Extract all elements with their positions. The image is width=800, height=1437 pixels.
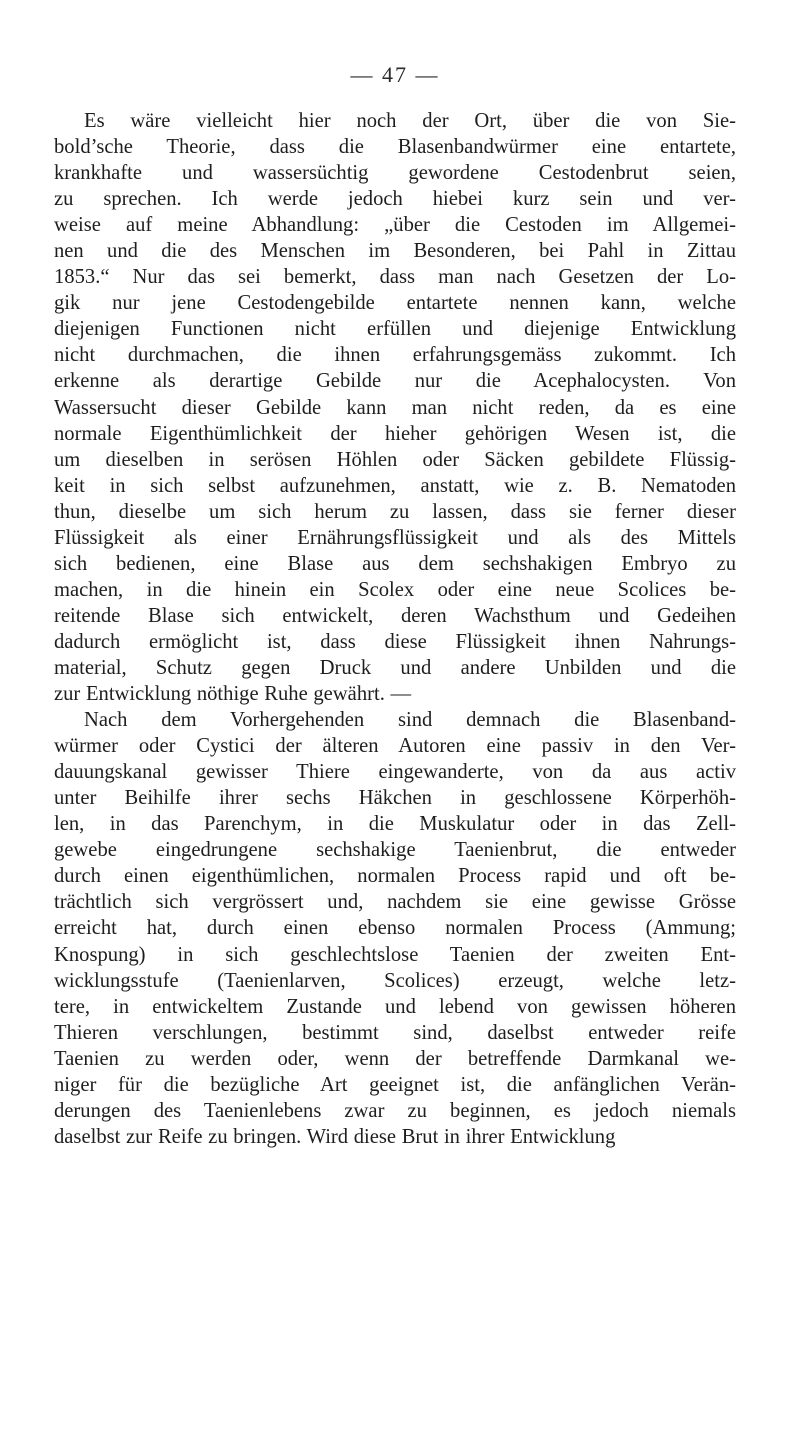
text-line: erkenne als derartige Gebilde nur die Acephalocysten. Von xyxy=(54,370,736,393)
text-line: würmer oder Cystici der älteren Autoren eine passiv in den Ver- xyxy=(54,735,736,758)
text-line: Taenien zu werden oder, wenn der betreffende Darmkanal we- xyxy=(54,1047,736,1070)
text-line: unter Beihilfe ihrer sechs Häkchen in geschlossene Körperhöh- xyxy=(54,787,736,810)
text-line: gewebe eingedrungene sechshakige Taenienbrut, die entweder xyxy=(54,839,736,862)
text-line: wicklungsstufe (Taenienlarven, Scolices) erzeugt, welche letz- xyxy=(54,969,736,992)
text-line: diejenigen Functionen nicht erfüllen und diejenige Entwicklung xyxy=(54,318,736,341)
text-line: Wassersucht dieser Gebilde kann man nicht reden, da es eine xyxy=(54,396,736,419)
text-line: normale Eigenthümlichkeit der hieher gehörigen Wesen ist, die xyxy=(54,422,736,445)
text-line: bold’sche Theorie, dass die Blasenbandwürmer eine entartete, xyxy=(54,136,736,159)
text-line: sich bedienen, eine Blase aus dem sechshakigen Embryo zu xyxy=(54,552,736,575)
text-line: Knospung) in sich geschlechtslose Taenien der zweiten Ent- xyxy=(54,943,736,966)
text-line: derungen des Taenienlebens zwar zu beginnen, es jedoch niemals xyxy=(54,1099,736,1122)
text-line: weise auf meine Abhandlung: „über die Cestoden im Allgemei- xyxy=(54,214,736,237)
text-line: material, Schutz gegen Druck und andere Unbilden und die xyxy=(54,656,736,679)
text-line: Thieren verschlungen, bestimmt sind, daselbst entweder reife xyxy=(54,1021,736,1044)
text-line: Es wäre vielleicht hier noch der Ort, über die von Sie- xyxy=(84,110,736,132)
text-line: reitende Blase sich entwickelt, deren Wachsthum und Gedeihen xyxy=(54,604,736,627)
text-line: gik nur jene Cestodengebilde entartete nennen kann, welche xyxy=(54,292,736,315)
text-line: tere, in entwickeltem Zustande und lebend von gewissen höheren xyxy=(54,995,736,1018)
text-line: niger für die bezügliche Art geeignet ist, die anfänglichen Verän- xyxy=(54,1073,736,1096)
text-line: nen und die des Menschen im Besonderen, bei Pahl in Zittau xyxy=(54,240,736,263)
page-number: — 47 — xyxy=(350,62,440,87)
text-line: 1853.“ Nur das sei bemerkt, dass man nach Gesetzen der Lo- xyxy=(54,266,736,289)
book-page xyxy=(54,62,736,1150)
text-line: zur Entwicklung nöthige Ruhe gewährt. — xyxy=(54,683,412,706)
text-line: dadurch ermöglicht ist, dass diese Flüssigkeit ihnen Nahrungs- xyxy=(54,630,736,653)
text-line: thun, dieselbe um sich herum zu lassen, dass sie ferner dieser xyxy=(54,500,736,523)
text-line: nicht durchmachen, die ihnen erfahrungsgemäss zukommt. Ich xyxy=(54,344,736,367)
text-line: durch einen eigenthümlichen, normalen Process rapid und oft be- xyxy=(54,865,736,888)
paragraph xyxy=(54,707,736,1150)
paragraph xyxy=(54,108,736,707)
body-text xyxy=(54,108,736,1150)
text-line: krankhafte und wassersüchtig gewordene Cestodenbrut seien, xyxy=(54,162,736,185)
text-line: um dieselben in serösen Höhlen oder Säcken gebildete Flüssig- xyxy=(54,448,736,471)
text-line: trächtlich sich vergrössert und, nachdem sie eine gewisse Grösse xyxy=(54,891,736,914)
text-line: machen, in die hinein ein Scolex oder eine neue Scolices be- xyxy=(54,578,736,601)
text-line: Nach dem Vorhergehenden sind demnach die Blasenband- xyxy=(84,709,736,732)
text-line: zu sprechen. Ich werde jedoch hiebei kurz sein und ver- xyxy=(54,188,736,211)
text-line: daselbst zur Reife zu bringen. Wird diese Brut in ihrer Entwicklung xyxy=(54,1125,616,1148)
text-line: len, in das Parenchym, in die Muskulatur oder in das Zell- xyxy=(54,813,736,836)
text-line: dauungskanal gewisser Thiere eingewanderte, von da aus activ xyxy=(54,761,736,784)
text-line: erreicht hat, durch einen ebenso normalen Process (Ammung; xyxy=(54,917,736,940)
text-line: Flüssigkeit als einer Ernährungsflüssigkeit und als des Mittels xyxy=(54,526,736,549)
text-line: keit in sich selbst aufzunehmen, anstatt, wie z. B. Nematoden xyxy=(54,474,736,497)
